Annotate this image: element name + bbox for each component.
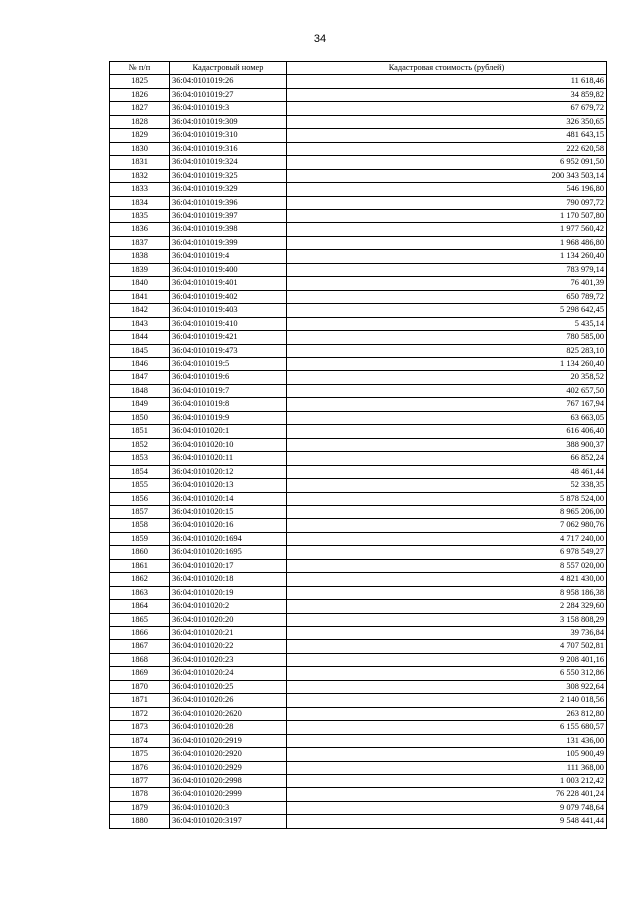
row-number-cell: 1865 — [110, 613, 170, 626]
cadastral-number-cell: 36:04:0101019:27 — [170, 88, 287, 101]
cadastral-value-cell: 9 208 401,16 — [287, 653, 607, 666]
cadastral-value-cell: 8 557 020,00 — [287, 559, 607, 572]
cadastral-value-cell: 4 717 240,00 — [287, 532, 607, 545]
table-row — [110, 411, 607, 424]
table-row — [110, 680, 607, 693]
cadastral-number-cell: 36:04:0101020:11 — [170, 452, 287, 465]
row-number-cell: 1845 — [110, 344, 170, 357]
cadastral-number-cell: 36:04:0101019:399 — [170, 236, 287, 249]
row-number-cell: 1851 — [110, 425, 170, 438]
cadastral-number-cell: 36:04:0101019:310 — [170, 129, 287, 142]
table-row — [110, 102, 607, 115]
table-row — [110, 559, 607, 572]
row-number-cell: 1878 — [110, 788, 170, 801]
cadastral-value-cell: 326 350,65 — [287, 115, 607, 128]
cadastral-number-cell: 36:04:0101020:1694 — [170, 532, 287, 545]
table-row — [110, 505, 607, 518]
cadastral-number-cell: 36:04:0101019:9 — [170, 411, 287, 424]
table-row — [110, 438, 607, 451]
cadastral-number-cell: 36:04:0101020:2999 — [170, 788, 287, 801]
row-number-cell: 1862 — [110, 573, 170, 586]
table-row — [110, 223, 607, 236]
cadastral-value-cell: 2 140 018,56 — [287, 694, 607, 707]
cadastral-number-cell: 36:04:0101020:18 — [170, 573, 287, 586]
cadastral-value-table — [109, 61, 607, 829]
cadastral-value-cell: 76 228 401,24 — [287, 788, 607, 801]
cadastral-value-cell: 1 968 486,80 — [287, 236, 607, 249]
table-row — [110, 290, 607, 303]
cadastral-value-cell: 4 821 430,00 — [287, 573, 607, 586]
cadastral-value-cell: 11 618,46 — [287, 75, 607, 88]
cadastral-value-cell: 131 436,00 — [287, 734, 607, 747]
cadastral-value-cell: 76 401,39 — [287, 277, 607, 290]
cadastral-number-cell: 36:04:0101019:7 — [170, 384, 287, 397]
row-number-cell: 1841 — [110, 290, 170, 303]
cadastral-value-cell: 1 134 260,40 — [287, 357, 607, 370]
cadastral-number-cell: 36:04:0101019:401 — [170, 277, 287, 290]
cadastral-value-cell: 780 585,00 — [287, 331, 607, 344]
row-number-cell: 1849 — [110, 398, 170, 411]
row-number-cell: 1869 — [110, 667, 170, 680]
cadastral-number-cell: 36:04:0101020:17 — [170, 559, 287, 572]
row-number-cell: 1871 — [110, 694, 170, 707]
cadastral-value-cell: 63 663,05 — [287, 411, 607, 424]
row-number-cell: 1848 — [110, 384, 170, 397]
cadastral-value-cell: 4 707 502,81 — [287, 640, 607, 653]
table-row — [110, 304, 607, 317]
row-number-cell: 1842 — [110, 304, 170, 317]
table-row — [110, 788, 607, 801]
row-number-cell: 1870 — [110, 680, 170, 693]
cadastral-number-cell: 36:04:0101019:397 — [170, 209, 287, 222]
cadastral-number-cell: 36:04:0101019:410 — [170, 317, 287, 330]
cadastral-number-cell: 36:04:0101019:398 — [170, 223, 287, 236]
cadastral-number-cell: 36:04:0101020:3 — [170, 801, 287, 814]
table-row — [110, 344, 607, 357]
cadastral-number-cell: 36:04:0101019:309 — [170, 115, 287, 128]
cadastral-number-cell: 36:04:0101020:15 — [170, 505, 287, 518]
cadastral-number-cell: 36:04:0101019:396 — [170, 196, 287, 209]
cadastral-number-cell: 36:04:0101020:25 — [170, 680, 287, 693]
table-row — [110, 775, 607, 788]
row-number-cell: 1832 — [110, 169, 170, 182]
cadastral-number-cell: 36:04:0101019:473 — [170, 344, 287, 357]
table-row — [110, 815, 607, 828]
cadastral-value-cell: 48 461,44 — [287, 465, 607, 478]
cadastral-value-cell: 1 977 560,42 — [287, 223, 607, 236]
table-row — [110, 88, 607, 101]
table-row — [110, 236, 607, 249]
table-row — [110, 748, 607, 761]
row-number-cell: 1873 — [110, 721, 170, 734]
cadastral-number-cell: 36:04:0101019:421 — [170, 331, 287, 344]
cadastral-value-cell: 34 859,82 — [287, 88, 607, 101]
cadastral-value-cell: 66 852,24 — [287, 452, 607, 465]
cadastral-value-cell: 9 548 441,44 — [287, 815, 607, 828]
row-number-cell: 1877 — [110, 775, 170, 788]
row-number-cell: 1866 — [110, 627, 170, 640]
cadastral-value-cell: 1 134 260,40 — [287, 250, 607, 263]
table-row — [110, 707, 607, 720]
table-row — [110, 129, 607, 142]
table-row — [110, 546, 607, 559]
row-number-cell: 1858 — [110, 519, 170, 532]
cadastral-value-cell: 1 170 507,80 — [287, 209, 607, 222]
cadastral-number-cell: 36:04:0101020:2920 — [170, 748, 287, 761]
table-row — [110, 492, 607, 505]
table-row — [110, 801, 607, 814]
row-number-cell: 1880 — [110, 815, 170, 828]
table-row — [110, 277, 607, 290]
cadastral-number-cell: 36:04:0101019:329 — [170, 183, 287, 196]
row-number-cell: 1829 — [110, 129, 170, 142]
cadastral-value-cell: 9 079 748,64 — [287, 801, 607, 814]
header-cadastral-value: Кадастровая стоимость (рублей) — [287, 62, 607, 75]
cadastral-number-cell: 36:04:0101019:316 — [170, 142, 287, 155]
cadastral-number-cell: 36:04:0101020:2919 — [170, 734, 287, 747]
cadastral-value-cell: 5 435,14 — [287, 317, 607, 330]
cadastral-number-cell: 36:04:0101020:28 — [170, 721, 287, 734]
table-header-row — [110, 62, 607, 75]
cadastral-number-cell: 36:04:0101019:403 — [170, 304, 287, 317]
cadastral-number-cell: 36:04:0101020:16 — [170, 519, 287, 532]
row-number-cell: 1835 — [110, 209, 170, 222]
cadastral-number-cell: 36:04:0101020:23 — [170, 653, 287, 666]
row-number-cell: 1859 — [110, 532, 170, 545]
row-number-cell: 1830 — [110, 142, 170, 155]
row-number-cell: 1843 — [110, 317, 170, 330]
table-row — [110, 600, 607, 613]
cadastral-number-cell: 36:04:0101020:1695 — [170, 546, 287, 559]
table-row — [110, 183, 607, 196]
row-number-cell: 1837 — [110, 236, 170, 249]
cadastral-value-cell: 263 812,80 — [287, 707, 607, 720]
row-number-cell: 1857 — [110, 505, 170, 518]
row-number-cell: 1852 — [110, 438, 170, 451]
row-number-cell: 1847 — [110, 371, 170, 384]
row-number-cell: 1861 — [110, 559, 170, 572]
row-number-cell: 1868 — [110, 653, 170, 666]
cadastral-value-cell: 8 958 186,38 — [287, 586, 607, 599]
table-row — [110, 398, 607, 411]
table-row — [110, 317, 607, 330]
cadastral-value-cell: 7 062 980,76 — [287, 519, 607, 532]
table-row — [110, 75, 607, 88]
cadastral-value-cell: 52 338,35 — [287, 479, 607, 492]
table-row — [110, 573, 607, 586]
cadastral-number-cell: 36:04:0101019:400 — [170, 263, 287, 276]
cadastral-value-cell: 20 358,52 — [287, 371, 607, 384]
table-row — [110, 640, 607, 653]
table-row — [110, 209, 607, 222]
row-number-cell: 1872 — [110, 707, 170, 720]
cadastral-number-cell: 36:04:0101019:3 — [170, 102, 287, 115]
page-number: 34 — [313, 33, 327, 45]
row-number-cell: 1850 — [110, 411, 170, 424]
cadastral-number-cell: 36:04:0101019:325 — [170, 169, 287, 182]
cadastral-value-cell: 402 657,50 — [287, 384, 607, 397]
cadastral-number-cell: 36:04:0101020:3197 — [170, 815, 287, 828]
table-row — [110, 586, 607, 599]
table-row — [110, 169, 607, 182]
row-number-cell: 1863 — [110, 586, 170, 599]
table-row — [110, 357, 607, 370]
table-row — [110, 250, 607, 263]
table-row — [110, 196, 607, 209]
cadastral-value-cell: 783 979,14 — [287, 263, 607, 276]
table-row — [110, 734, 607, 747]
row-number-cell: 1854 — [110, 465, 170, 478]
table-row — [110, 452, 607, 465]
cadastral-number-cell: 36:04:0101020:14 — [170, 492, 287, 505]
cadastral-value-cell: 105 900,49 — [287, 748, 607, 761]
table-row — [110, 613, 607, 626]
cadastral-number-cell: 36:04:0101020:2620 — [170, 707, 287, 720]
row-number-cell: 1825 — [110, 75, 170, 88]
cadastral-number-cell: 36:04:0101020:1 — [170, 425, 287, 438]
row-number-cell: 1844 — [110, 331, 170, 344]
table-row — [110, 627, 607, 640]
row-number-cell: 1855 — [110, 479, 170, 492]
cadastral-number-cell: 36:04:0101019:8 — [170, 398, 287, 411]
cadastral-number-cell: 36:04:0101019:6 — [170, 371, 287, 384]
cadastral-value-cell: 200 343 503,14 — [287, 169, 607, 182]
row-number-cell: 1853 — [110, 452, 170, 465]
row-number-cell: 1860 — [110, 546, 170, 559]
table-row — [110, 667, 607, 680]
cadastral-value-cell: 6 550 312,86 — [287, 667, 607, 680]
row-number-cell: 1876 — [110, 761, 170, 774]
cadastral-number-cell: 36:04:0101020:12 — [170, 465, 287, 478]
cadastral-value-cell: 6 978 549,27 — [287, 546, 607, 559]
cadastral-value-cell: 481 643,15 — [287, 129, 607, 142]
row-number-cell: 1840 — [110, 277, 170, 290]
row-number-cell: 1827 — [110, 102, 170, 115]
header-row-number: № п/п — [110, 62, 170, 75]
cadastral-number-cell: 36:04:0101019:5 — [170, 357, 287, 370]
cadastral-value-cell: 650 789,72 — [287, 290, 607, 303]
cadastral-value-cell: 6 952 091,50 — [287, 156, 607, 169]
header-cadastral-number: Кадастровый номер — [170, 62, 287, 75]
cadastral-number-cell: 36:04:0101020:22 — [170, 640, 287, 653]
table-row — [110, 156, 607, 169]
cadastral-number-cell: 36:04:0101020:19 — [170, 586, 287, 599]
cadastral-value-cell: 3 158 808,29 — [287, 613, 607, 626]
cadastral-value-cell: 6 155 680,57 — [287, 721, 607, 734]
row-number-cell: 1846 — [110, 357, 170, 370]
table-row — [110, 519, 607, 532]
table-row — [110, 694, 607, 707]
cadastral-value-cell: 5 878 524,00 — [287, 492, 607, 505]
cadastral-value-cell: 111 368,00 — [287, 761, 607, 774]
table-row — [110, 721, 607, 734]
table-row — [110, 479, 607, 492]
cadastral-value-cell: 222 620,58 — [287, 142, 607, 155]
cadastral-number-cell: 36:04:0101020:2998 — [170, 775, 287, 788]
table-row — [110, 761, 607, 774]
table-row — [110, 331, 607, 344]
row-number-cell: 1856 — [110, 492, 170, 505]
table-row — [110, 465, 607, 478]
cadastral-number-cell: 36:04:0101020:10 — [170, 438, 287, 451]
cadastral-value-cell: 616 406,40 — [287, 425, 607, 438]
row-number-cell: 1833 — [110, 183, 170, 196]
cadastral-value-cell: 1 003 212,42 — [287, 775, 607, 788]
cadastral-number-cell: 36:04:0101020:26 — [170, 694, 287, 707]
cadastral-value-cell: 546 196,80 — [287, 183, 607, 196]
cadastral-number-cell: 36:04:0101020:20 — [170, 613, 287, 626]
row-number-cell: 1875 — [110, 748, 170, 761]
table-row — [110, 371, 607, 384]
cadastral-value-cell: 39 736,84 — [287, 627, 607, 640]
cadastral-value-cell: 67 679,72 — [287, 102, 607, 115]
table-row — [110, 425, 607, 438]
cadastral-number-cell: 36:04:0101020:24 — [170, 667, 287, 680]
table-row — [110, 653, 607, 666]
cadastral-value-cell: 790 097,72 — [287, 196, 607, 209]
cadastral-number-cell: 36:04:0101020:21 — [170, 627, 287, 640]
cadastral-value-cell: 388 900,37 — [287, 438, 607, 451]
cadastral-value-cell: 2 284 329,60 — [287, 600, 607, 613]
row-number-cell: 1879 — [110, 801, 170, 814]
cadastral-number-cell: 36:04:0101019:324 — [170, 156, 287, 169]
row-number-cell: 1864 — [110, 600, 170, 613]
cadastral-value-cell: 8 965 206,00 — [287, 505, 607, 518]
table-row — [110, 142, 607, 155]
cadastral-value-cell: 308 922,64 — [287, 680, 607, 693]
cadastral-number-cell: 36:04:0101019:26 — [170, 75, 287, 88]
cadastral-number-cell: 36:04:0101020:2929 — [170, 761, 287, 774]
row-number-cell: 1836 — [110, 223, 170, 236]
table-row — [110, 532, 607, 545]
row-number-cell: 1831 — [110, 156, 170, 169]
cadastral-number-cell: 36:04:0101019:402 — [170, 290, 287, 303]
table-row — [110, 263, 607, 276]
row-number-cell: 1867 — [110, 640, 170, 653]
table-row — [110, 115, 607, 128]
row-number-cell: 1838 — [110, 250, 170, 263]
cadastral-value-cell: 767 167,94 — [287, 398, 607, 411]
table-header — [110, 62, 607, 75]
table-row — [110, 384, 607, 397]
row-number-cell: 1826 — [110, 88, 170, 101]
row-number-cell: 1839 — [110, 263, 170, 276]
cadastral-number-cell: 36:04:0101019:4 — [170, 250, 287, 263]
row-number-cell: 1874 — [110, 734, 170, 747]
cadastral-value-cell: 825 283,10 — [287, 344, 607, 357]
row-number-cell: 1828 — [110, 115, 170, 128]
row-number-cell: 1834 — [110, 196, 170, 209]
table-body — [110, 75, 607, 828]
cadastral-value-cell: 5 298 642,45 — [287, 304, 607, 317]
cadastral-number-cell: 36:04:0101020:13 — [170, 479, 287, 492]
cadastral-number-cell: 36:04:0101020:2 — [170, 600, 287, 613]
